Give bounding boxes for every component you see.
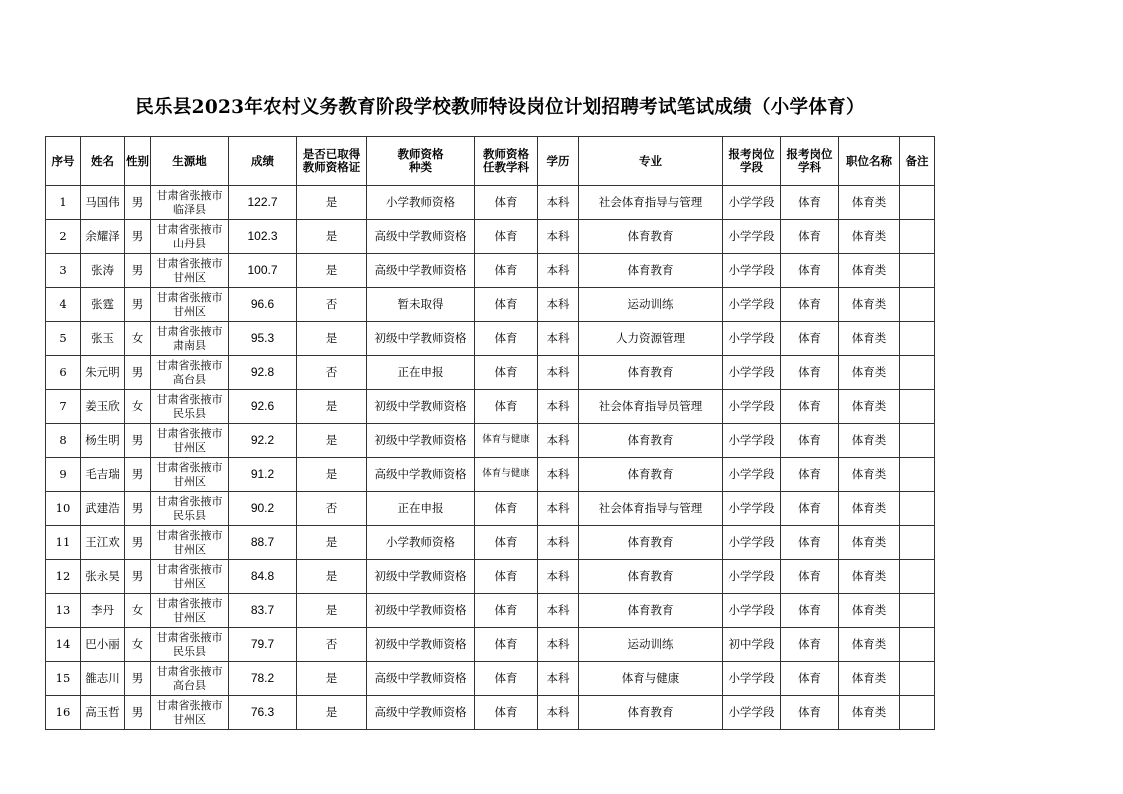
cell-no: 6	[46, 356, 81, 390]
cell-cert-type: 高级中学教师资格	[367, 662, 475, 696]
cell-note	[900, 288, 935, 322]
table-row	[46, 560, 935, 594]
cell-name: 张霆	[81, 288, 125, 322]
col-header-no: 序号	[46, 137, 81, 186]
cell-stage: 小学学段	[723, 186, 781, 220]
cell-no: 9	[46, 458, 81, 492]
cell-subject: 体育	[781, 356, 839, 390]
cell-position: 体育类	[839, 254, 900, 288]
cell-origin: 甘肃省张掖市 甘州区	[151, 560, 229, 594]
cell-score: 95.3	[229, 322, 297, 356]
cell-major: 社会体育指导与管理	[579, 492, 723, 526]
table-row	[46, 628, 935, 662]
cell-position: 体育类	[839, 628, 900, 662]
cell-cert-subject: 体育	[475, 322, 538, 356]
cell-position: 体育类	[839, 356, 900, 390]
cell-cert-subject: 体育与健康	[475, 424, 538, 458]
cell-no: 12	[46, 560, 81, 594]
cell-education: 本科	[538, 560, 579, 594]
cell-gender: 男	[125, 458, 151, 492]
cell-major: 体育教育	[579, 594, 723, 628]
cell-name: 王江欢	[81, 526, 125, 560]
cell-major: 体育教育	[579, 424, 723, 458]
cell-major: 社会体育指导员管理	[579, 390, 723, 424]
cell-position: 体育类	[839, 424, 900, 458]
cell-origin: 甘肃省张掖市 高台县	[151, 662, 229, 696]
cell-note	[900, 322, 935, 356]
table-row	[46, 526, 935, 560]
col-header-stage: 报考岗位 学段	[723, 137, 781, 186]
col-header-cert-subject: 教师资格 任教学科	[475, 137, 538, 186]
cell-position: 体育类	[839, 662, 900, 696]
cell-score: 83.7	[229, 594, 297, 628]
table-row	[46, 390, 935, 424]
cell-no: 14	[46, 628, 81, 662]
cell-major: 运动训练	[579, 628, 723, 662]
cell-score: 92.8	[229, 356, 297, 390]
cell-note	[900, 424, 935, 458]
cell-origin: 甘肃省张掖市 甘州区	[151, 594, 229, 628]
cell-cert-subject: 体育	[475, 390, 538, 424]
col-header-origin: 生源地	[151, 137, 229, 186]
cell-gender: 男	[125, 526, 151, 560]
cell-origin: 甘肃省张掖市 临泽县	[151, 186, 229, 220]
cell-education: 本科	[538, 424, 579, 458]
cell-education: 本科	[538, 526, 579, 560]
cell-cert-subject: 体育	[475, 220, 538, 254]
cell-has-cert: 是	[297, 560, 367, 594]
cell-education: 本科	[538, 628, 579, 662]
cell-name: 雒志川	[81, 662, 125, 696]
cell-major: 人力资源管理	[579, 322, 723, 356]
cell-cert-type: 高级中学教师资格	[367, 220, 475, 254]
cell-note	[900, 390, 935, 424]
cell-gender: 男	[125, 356, 151, 390]
col-header-position: 职位名称	[839, 137, 900, 186]
cell-note	[900, 594, 935, 628]
cell-origin: 甘肃省张掖市 高台县	[151, 356, 229, 390]
cell-gender: 男	[125, 492, 151, 526]
cell-has-cert: 是	[297, 526, 367, 560]
cell-gender: 女	[125, 322, 151, 356]
cell-position: 体育类	[839, 696, 900, 730]
cell-gender: 女	[125, 628, 151, 662]
table-body	[46, 186, 935, 730]
cell-name: 余耀泽	[81, 220, 125, 254]
col-header-note: 备注	[900, 137, 935, 186]
cell-name: 毛吉瑞	[81, 458, 125, 492]
cell-education: 本科	[538, 288, 579, 322]
cell-cert-type: 初级中学教师资格	[367, 628, 475, 662]
cell-note	[900, 458, 935, 492]
cell-origin: 甘肃省张掖市 民乐县	[151, 628, 229, 662]
cell-position: 体育类	[839, 458, 900, 492]
cell-score: 84.8	[229, 560, 297, 594]
cell-score: 90.2	[229, 492, 297, 526]
cell-name: 张涛	[81, 254, 125, 288]
cell-cert-type: 小学教师资格	[367, 186, 475, 220]
cell-stage: 小学学段	[723, 390, 781, 424]
table-row	[46, 356, 935, 390]
cell-position: 体育类	[839, 288, 900, 322]
cell-education: 本科	[538, 594, 579, 628]
cell-name: 张玉	[81, 322, 125, 356]
cell-origin: 甘肃省张掖市 甘州区	[151, 424, 229, 458]
table-row	[46, 322, 935, 356]
cell-stage: 初中学段	[723, 628, 781, 662]
cell-cert-type: 高级中学教师资格	[367, 458, 475, 492]
cell-no: 2	[46, 220, 81, 254]
cell-has-cert: 是	[297, 458, 367, 492]
cell-no: 16	[46, 696, 81, 730]
cell-major: 体育教育	[579, 560, 723, 594]
cell-subject: 体育	[781, 424, 839, 458]
cell-stage: 小学学段	[723, 594, 781, 628]
results-table	[45, 136, 935, 730]
cell-gender: 男	[125, 560, 151, 594]
col-header-major: 专业	[579, 137, 723, 186]
cell-stage: 小学学段	[723, 458, 781, 492]
cell-origin: 甘肃省张掖市 民乐县	[151, 390, 229, 424]
cell-education: 本科	[538, 458, 579, 492]
cell-major: 体育与健康	[579, 662, 723, 696]
cell-origin: 甘肃省张掖市 甘州区	[151, 254, 229, 288]
cell-no: 13	[46, 594, 81, 628]
cell-education: 本科	[538, 662, 579, 696]
cell-has-cert: 是	[297, 254, 367, 288]
cell-subject: 体育	[781, 662, 839, 696]
cell-subject: 体育	[781, 696, 839, 730]
cell-score: 79.7	[229, 628, 297, 662]
cell-no: 4	[46, 288, 81, 322]
cell-subject: 体育	[781, 220, 839, 254]
cell-gender: 男	[125, 662, 151, 696]
cell-note	[900, 186, 935, 220]
cell-stage: 小学学段	[723, 526, 781, 560]
cell-origin: 甘肃省张掖市 山丹县	[151, 220, 229, 254]
cell-cert-type: 初级中学教师资格	[367, 594, 475, 628]
cell-origin: 甘肃省张掖市 甘州区	[151, 458, 229, 492]
cell-has-cert: 是	[297, 186, 367, 220]
cell-stage: 小学学段	[723, 254, 781, 288]
cell-cert-type: 高级中学教师资格	[367, 696, 475, 730]
cell-note	[900, 356, 935, 390]
cell-note	[900, 220, 935, 254]
cell-no: 15	[46, 662, 81, 696]
cell-stage: 小学学段	[723, 288, 781, 322]
cell-subject: 体育	[781, 492, 839, 526]
cell-major: 社会体育指导与管理	[579, 186, 723, 220]
cell-cert-subject: 体育	[475, 288, 538, 322]
cell-has-cert: 否	[297, 356, 367, 390]
table-row	[46, 254, 935, 288]
cell-gender: 男	[125, 696, 151, 730]
cell-score: 100.7	[229, 254, 297, 288]
cell-no: 10	[46, 492, 81, 526]
cell-education: 本科	[538, 390, 579, 424]
cell-has-cert: 是	[297, 390, 367, 424]
table-row	[46, 662, 935, 696]
cell-cert-type: 初级中学教师资格	[367, 322, 475, 356]
cell-stage: 小学学段	[723, 662, 781, 696]
cell-note	[900, 492, 935, 526]
cell-cert-type: 暂未取得	[367, 288, 475, 322]
col-header-has-cert: 是否已取得 教师资格证	[297, 137, 367, 186]
cell-stage: 小学学段	[723, 322, 781, 356]
cell-score: 76.3	[229, 696, 297, 730]
cell-note	[900, 254, 935, 288]
cell-has-cert: 是	[297, 424, 367, 458]
cell-gender: 男	[125, 186, 151, 220]
cell-position: 体育类	[839, 390, 900, 424]
cell-note	[900, 628, 935, 662]
cell-subject: 体育	[781, 288, 839, 322]
cell-gender: 男	[125, 254, 151, 288]
cell-education: 本科	[538, 356, 579, 390]
cell-name: 张永昊	[81, 560, 125, 594]
cell-origin: 甘肃省张掖市 甘州区	[151, 288, 229, 322]
cell-major: 体育教育	[579, 526, 723, 560]
col-header-gender: 性别	[125, 137, 151, 186]
cell-origin: 甘肃省张掖市 甘州区	[151, 696, 229, 730]
cell-major: 体育教育	[579, 458, 723, 492]
cell-cert-type: 初级中学教师资格	[367, 560, 475, 594]
cell-note	[900, 696, 935, 730]
cell-stage: 小学学段	[723, 492, 781, 526]
cell-subject: 体育	[781, 526, 839, 560]
cell-has-cert: 是	[297, 662, 367, 696]
cell-name: 巴小丽	[81, 628, 125, 662]
cell-no: 8	[46, 424, 81, 458]
cell-stage: 小学学段	[723, 356, 781, 390]
cell-name: 武建浩	[81, 492, 125, 526]
cell-name: 马国伟	[81, 186, 125, 220]
cell-has-cert: 是	[297, 594, 367, 628]
col-header-score: 成绩	[229, 137, 297, 186]
col-header-name: 姓名	[81, 137, 125, 186]
cell-cert-subject: 体育	[475, 594, 538, 628]
cell-gender: 男	[125, 288, 151, 322]
cell-has-cert: 是	[297, 696, 367, 730]
col-header-subject: 报考岗位 学科	[781, 137, 839, 186]
cell-score: 78.2	[229, 662, 297, 696]
col-header-education: 学历	[538, 137, 579, 186]
cell-subject: 体育	[781, 560, 839, 594]
cell-score: 88.7	[229, 526, 297, 560]
cell-note	[900, 662, 935, 696]
cell-subject: 体育	[781, 186, 839, 220]
col-header-cert-type: 教师资格 种类	[367, 137, 475, 186]
cell-position: 体育类	[839, 492, 900, 526]
cell-cert-subject: 体育	[475, 560, 538, 594]
cell-cert-subject: 体育	[475, 628, 538, 662]
cell-gender: 男	[125, 424, 151, 458]
cell-name: 姜玉欣	[81, 390, 125, 424]
table-row	[46, 186, 935, 220]
cell-cert-subject: 体育	[475, 662, 538, 696]
cell-stage: 小学学段	[723, 220, 781, 254]
cell-has-cert: 否	[297, 288, 367, 322]
cell-education: 本科	[538, 322, 579, 356]
cell-origin: 甘肃省张掖市 民乐县	[151, 492, 229, 526]
table-row	[46, 696, 935, 730]
cell-gender: 女	[125, 594, 151, 628]
cell-origin: 甘肃省张掖市 肃南县	[151, 322, 229, 356]
cell-major: 体育教育	[579, 356, 723, 390]
cell-stage: 小学学段	[723, 696, 781, 730]
cell-cert-subject: 体育	[475, 492, 538, 526]
cell-note	[900, 560, 935, 594]
cell-name: 高玉哲	[81, 696, 125, 730]
cell-score: 122.7	[229, 186, 297, 220]
cell-education: 本科	[538, 492, 579, 526]
cell-subject: 体育	[781, 390, 839, 424]
cell-cert-type: 初级中学教师资格	[367, 424, 475, 458]
cell-major: 体育教育	[579, 696, 723, 730]
table-row	[46, 288, 935, 322]
cell-no: 11	[46, 526, 81, 560]
cell-position: 体育类	[839, 526, 900, 560]
cell-major: 体育教育	[579, 220, 723, 254]
cell-cert-type: 初级中学教师资格	[367, 390, 475, 424]
cell-name: 杨生明	[81, 424, 125, 458]
cell-subject: 体育	[781, 458, 839, 492]
cell-score: 92.2	[229, 424, 297, 458]
cell-note	[900, 526, 935, 560]
table-row	[46, 458, 935, 492]
cell-major: 运动训练	[579, 288, 723, 322]
cell-education: 本科	[538, 186, 579, 220]
cell-major: 体育教育	[579, 254, 723, 288]
cell-stage: 小学学段	[723, 560, 781, 594]
cell-has-cert: 是	[297, 220, 367, 254]
cell-score: 102.3	[229, 220, 297, 254]
cell-no: 3	[46, 254, 81, 288]
cell-position: 体育类	[839, 560, 900, 594]
header-row	[46, 137, 935, 186]
cell-no: 5	[46, 322, 81, 356]
cell-cert-subject: 体育	[475, 526, 538, 560]
cell-position: 体育类	[839, 594, 900, 628]
table-row	[46, 594, 935, 628]
cell-cert-subject: 体育与健康	[475, 458, 538, 492]
cell-cert-subject: 体育	[475, 696, 538, 730]
cell-education: 本科	[538, 220, 579, 254]
cell-subject: 体育	[781, 254, 839, 288]
cell-origin: 甘肃省张掖市 甘州区	[151, 526, 229, 560]
cell-education: 本科	[538, 254, 579, 288]
cell-position: 体育类	[839, 186, 900, 220]
cell-cert-subject: 体育	[475, 356, 538, 390]
page-title: 民乐县2023年农村义务教育阶段学校教师特设岗位计划招聘考试笔试成绩（小学体育）	[135, 97, 865, 118]
cell-subject: 体育	[781, 628, 839, 662]
cell-cert-subject: 体育	[475, 186, 538, 220]
table-row	[46, 492, 935, 526]
cell-subject: 体育	[781, 322, 839, 356]
table-row	[46, 424, 935, 458]
cell-name: 李丹	[81, 594, 125, 628]
cell-position: 体育类	[839, 220, 900, 254]
table-row	[46, 220, 935, 254]
cell-stage: 小学学段	[723, 424, 781, 458]
cell-gender: 男	[125, 220, 151, 254]
cell-has-cert: 是	[297, 322, 367, 356]
cell-cert-type: 小学教师资格	[367, 526, 475, 560]
cell-cert-subject: 体育	[475, 254, 538, 288]
cell-has-cert: 否	[297, 628, 367, 662]
cell-cert-type: 正在申报	[367, 492, 475, 526]
cell-cert-type: 高级中学教师资格	[367, 254, 475, 288]
cell-name: 朱元明	[81, 356, 125, 390]
cell-score: 91.2	[229, 458, 297, 492]
cell-education: 本科	[538, 696, 579, 730]
cell-score: 92.6	[229, 390, 297, 424]
cell-no: 1	[46, 186, 81, 220]
cell-subject: 体育	[781, 594, 839, 628]
cell-gender: 女	[125, 390, 151, 424]
cell-has-cert: 否	[297, 492, 367, 526]
cell-score: 96.6	[229, 288, 297, 322]
cell-cert-type: 正在申报	[367, 356, 475, 390]
cell-no: 7	[46, 390, 81, 424]
cell-position: 体育类	[839, 322, 900, 356]
